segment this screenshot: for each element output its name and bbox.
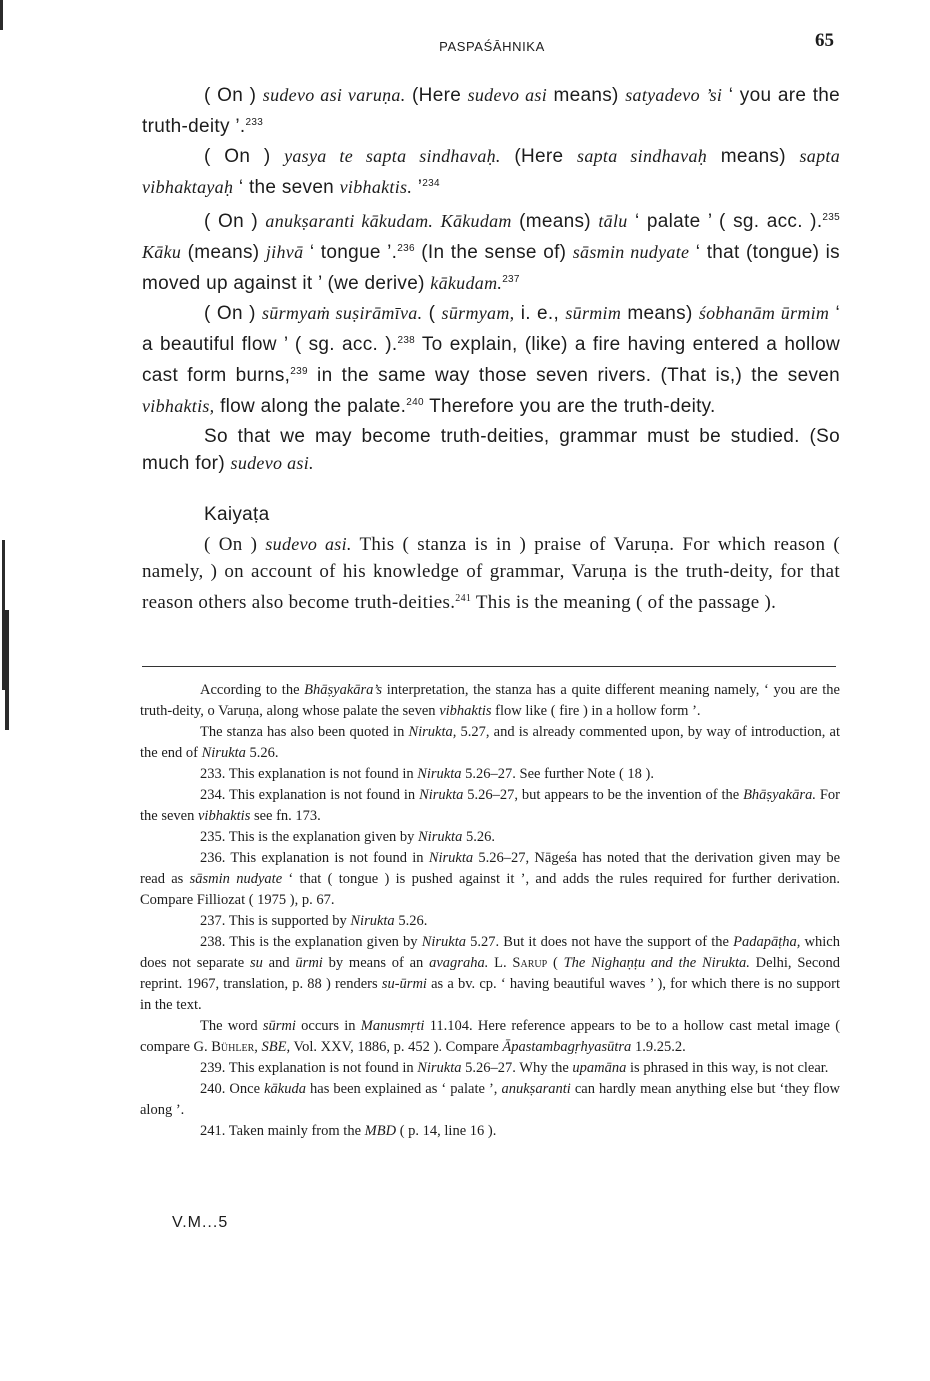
footnote-240: [140, 1079, 840, 1121]
text-run: This is the meaning ( of the passage ).: [471, 592, 777, 613]
text-run: 11.104. Here reference appears to be to a hollow cast metal image ( compare G.: [140, 1018, 841, 1055]
paragraph-sindhavah: [142, 143, 840, 201]
italic-term: Nirukta: [201, 745, 246, 761]
text-run: Therefore you are the truth-deity.: [423, 396, 716, 417]
text-run: 5.26.: [394, 913, 428, 929]
italic-term: The Nighaṇṭu and the Nirukta.: [563, 955, 750, 971]
text-run: ‘ you are the truth-deity ’.: [142, 85, 841, 137]
text-run: 238. This is the explanation given by: [200, 934, 422, 950]
footnote-ref: 235: [822, 212, 840, 223]
text-run: ‘ that (tongue) is moved up against it ’ (we derive): [142, 242, 840, 294]
small-caps-name: Bühler: [211, 1039, 255, 1055]
italic-term: Āpastambagṛhyasūtra: [502, 1039, 632, 1055]
italic-term: Bhāṣyakāra.: [743, 787, 816, 803]
text-run: 239. This explanation is not found in: [200, 1060, 418, 1076]
text-run: occurs in: [295, 1018, 361, 1034]
italic-term: sapta vibhaktayaḥ: [142, 146, 841, 197]
italic-term: sūrmim: [565, 303, 622, 323]
italic-term: sudevo asi.: [265, 534, 352, 554]
footnote-divider: [142, 666, 836, 667]
text-run: ( p. 14, line 16 ).: [396, 1123, 497, 1139]
italic-term: su-ūrmi: [381, 976, 427, 992]
text-run: ( On ): [204, 146, 285, 167]
italic-term: yasya te sapta sindhavaḥ.: [284, 146, 501, 166]
italic-term: Nirukta: [417, 766, 462, 782]
text-run: as a bv. cp. ‘ having beautiful waves ’ ), for which there is no support in the text.: [140, 976, 840, 1013]
italic-term: sūrmyaṁ suṣirāmīva.: [261, 303, 423, 323]
text-run: is phrased in this way, is not clear.: [626, 1060, 829, 1076]
italic-term: śobhanām ūrmim: [698, 303, 830, 323]
text-run: ( On ): [204, 211, 266, 232]
italic-term: sudevo asi: [467, 85, 548, 105]
footnote-ref: 237: [502, 274, 520, 285]
paragraph-surmyam: [142, 300, 840, 420]
text-run: can hardly mean anything else but ‘they flow along ’.: [140, 1081, 840, 1118]
page-header: [142, 30, 842, 54]
footnote-ref: 238: [397, 335, 416, 346]
text-run: 5.27, and is already commented upon, by way of introduction, at the end of: [140, 724, 840, 761]
text-run: (means): [511, 211, 599, 232]
footnote-ref: 241: [455, 593, 472, 604]
italic-term: sūrmyam,: [441, 303, 515, 323]
text-run: ’: [412, 177, 423, 198]
italic-term: MBD: [364, 1123, 397, 1139]
text-run: has been explained as ‘ palate ’,: [305, 1081, 502, 1097]
italic-term: avagraha.: [429, 955, 489, 971]
text-run: ‘ the seven: [233, 177, 340, 198]
text-run: L.: [488, 955, 513, 971]
italic-term: Manusmṛti: [360, 1018, 425, 1034]
text-run: According to the: [200, 682, 305, 698]
italic-term: vibhaktis,: [142, 396, 215, 416]
scan-edge-mark: [5, 610, 9, 730]
italic-term: vibhaktis: [197, 808, 251, 824]
footnote-241: [140, 1121, 840, 1142]
text-run: ‘ palate ’ ( sg. acc. ).: [627, 211, 823, 232]
italic-term: Kākudam: [440, 211, 512, 231]
text-run: 1.9.25.2.: [631, 1039, 686, 1055]
text-run: ‘ that ( tongue ) is pushed against it ’, and adds the rules required for further derivation. Compare Filliozat ( 1975 ), p. 67.: [140, 871, 841, 908]
text-run: and: [262, 955, 296, 971]
signature-mark: V.M...5: [172, 1214, 229, 1231]
text-run: ,: [254, 1039, 262, 1055]
italic-term: Kāku: [142, 242, 182, 262]
text-run: ‘ tongue ’.: [303, 242, 398, 263]
text-run: (means): [181, 242, 266, 263]
italic-term: Nirukta: [418, 829, 463, 845]
text-run: 5.26.: [462, 829, 495, 845]
italic-term: satyadevo ’si: [625, 85, 723, 105]
italic-term: kākudam.: [430, 273, 503, 293]
italic-term: vibhaktis.: [339, 177, 413, 197]
section-heading-kaiyata: Kaiyaṭa: [204, 504, 270, 525]
paragraph-kakudam: [142, 204, 840, 297]
footnote-233: [140, 764, 840, 785]
footnote-237: [140, 911, 840, 932]
italic-term: Nirukta,: [408, 724, 457, 740]
text-run: (: [422, 303, 442, 324]
italic-term: Nirukta: [421, 934, 466, 950]
text-run: (: [547, 955, 564, 971]
text-run: ( On ): [204, 303, 262, 324]
italic-term: Nirukta: [417, 1060, 462, 1076]
text-run: (In the sense of): [414, 242, 573, 263]
italic-term: Nirukta: [419, 787, 464, 803]
text-run: For the seven: [140, 787, 840, 824]
text-run: 236. This explanation is not found in: [200, 850, 429, 866]
text-run: 233. This explanation is not found in: [200, 766, 418, 782]
text-run: flow along the palate.: [214, 396, 407, 417]
text-run: (Here: [405, 85, 468, 106]
italic-term: Padapāṭha,: [733, 934, 801, 950]
italic-term: sudevo asi.: [230, 453, 314, 473]
italic-term: upamāna: [572, 1060, 627, 1076]
italic-term: ūrmi: [295, 955, 323, 971]
italic-term: sudevo asi varuṇa.: [262, 85, 406, 105]
text-run: (Here: [500, 146, 578, 167]
footnote-ref: 236: [397, 243, 415, 254]
text-run: ( On ): [204, 85, 263, 106]
text-run: in the same way those seven rivers. (That is,) the seven: [307, 365, 840, 386]
footnote-ref: 240: [406, 397, 424, 408]
footnote-intro: [140, 680, 840, 722]
paragraph-kaiyata: [142, 531, 840, 616]
text-run: which does not separate: [140, 934, 840, 971]
text-run: flow like ( fire ) in a hollow form ’.: [491, 703, 701, 719]
text-run: i. e.,: [514, 303, 566, 324]
text-run: ‘ a beautiful flow ’ ( sg. acc. ).: [142, 303, 840, 355]
text-run: interpretation, the stanza has a quite different meaning namely, ‘ you are the truth-deity, o Varuṇa, along whose palate the seven: [140, 682, 840, 719]
text-run: 5.26–27. See further Note ( 18 ).: [461, 766, 655, 782]
text-run: 5.26–27, Nāgeśa has noted that the derivation given may be read as: [140, 850, 841, 887]
text-run: means): [621, 303, 699, 324]
italic-term: sāsmin nudyate: [572, 242, 690, 262]
italic-term: anukṣaranti: [501, 1081, 571, 1097]
text-run: 5.26–27, but appears to be the invention of the: [463, 787, 744, 803]
footnote-intro-2: [140, 722, 840, 764]
text-run: ( On ): [204, 534, 266, 555]
text-run: 240. Once: [200, 1081, 265, 1097]
footnote-ref: 239: [290, 366, 308, 377]
text-run: 5.27. But it does not have the support of the: [466, 934, 734, 950]
footnote-239: [140, 1058, 840, 1079]
footnote-234: [140, 785, 840, 827]
text-run: 5.26–27. Why the: [461, 1060, 573, 1076]
italic-term: vibhaktis: [439, 703, 492, 719]
text-run: see fn. 173.: [250, 808, 321, 824]
text-run: [433, 211, 440, 232]
small-caps-name: Sarup: [512, 955, 548, 971]
text-run: Delhi, Second reprint. 1967, translation, p. 88 ) renders: [140, 955, 841, 992]
text-run: To explain, (like) a fire having entered a hollow cast form burns,: [142, 334, 840, 386]
italic-term: jihvā: [265, 242, 304, 262]
text-run: This ( stanza is in ) praise of Varuṇa. For which reason ( namely, ) on account of his knowledge of grammar, Varuṇa is the truth-deity, for that reason others also become truth-deities.: [142, 534, 840, 613]
italic-term: anukṣaranti kākudam.: [265, 211, 434, 231]
footnote-238-continued: [140, 1016, 840, 1058]
italic-term: kākuda: [264, 1081, 306, 1097]
footnote-238: [140, 932, 840, 1016]
italic-term: sapta sindhavaḥ: [577, 146, 708, 166]
text-run: The word: [200, 1018, 263, 1034]
text-run: 241. Taken mainly from the: [200, 1123, 365, 1139]
scan-edge-mark: [0, 0, 3, 30]
italic-term: Nirukta: [350, 913, 395, 929]
text-run: 234. This explanation is not found in: [200, 787, 420, 803]
footnote-ref: 233: [245, 117, 264, 128]
footnotes: [140, 680, 840, 1142]
text-run: 5.26.: [245, 745, 279, 761]
italic-term: SBE,: [261, 1039, 291, 1055]
text-run: 235. This is the explanation given by: [200, 829, 419, 845]
main-text: [142, 82, 840, 616]
running-head: PASPAŚĀHNIKA: [439, 39, 545, 54]
text-run: Vol. XXV, 1886, p. 452 ). Compare: [290, 1039, 503, 1055]
paragraph-conclusion: [142, 423, 840, 477]
italic-term: Bhāṣyakāra’s: [304, 682, 383, 698]
italic-term: sūrmi: [262, 1018, 296, 1034]
italic-term: sāsmin nudyate: [189, 871, 283, 887]
footnote-235: [140, 827, 840, 848]
text-run: means): [547, 85, 626, 106]
text-run: The stanza has also been quoted in: [200, 724, 409, 740]
italic-term: su: [249, 955, 263, 971]
text-run: So that we may become truth-deities, grammar must be studied. (So much for): [142, 426, 840, 474]
text-run: means): [707, 146, 800, 167]
page-number: 65: [815, 30, 834, 51]
footnote-ref: 234: [422, 178, 440, 189]
italic-term: tālu: [598, 211, 628, 231]
text-run: by means of an: [322, 955, 430, 971]
paragraph-sudevo: [142, 82, 840, 140]
text-run: 237. This is supported by: [200, 913, 351, 929]
italic-term: Nirukta: [428, 850, 474, 866]
footnote-236: [140, 848, 840, 911]
